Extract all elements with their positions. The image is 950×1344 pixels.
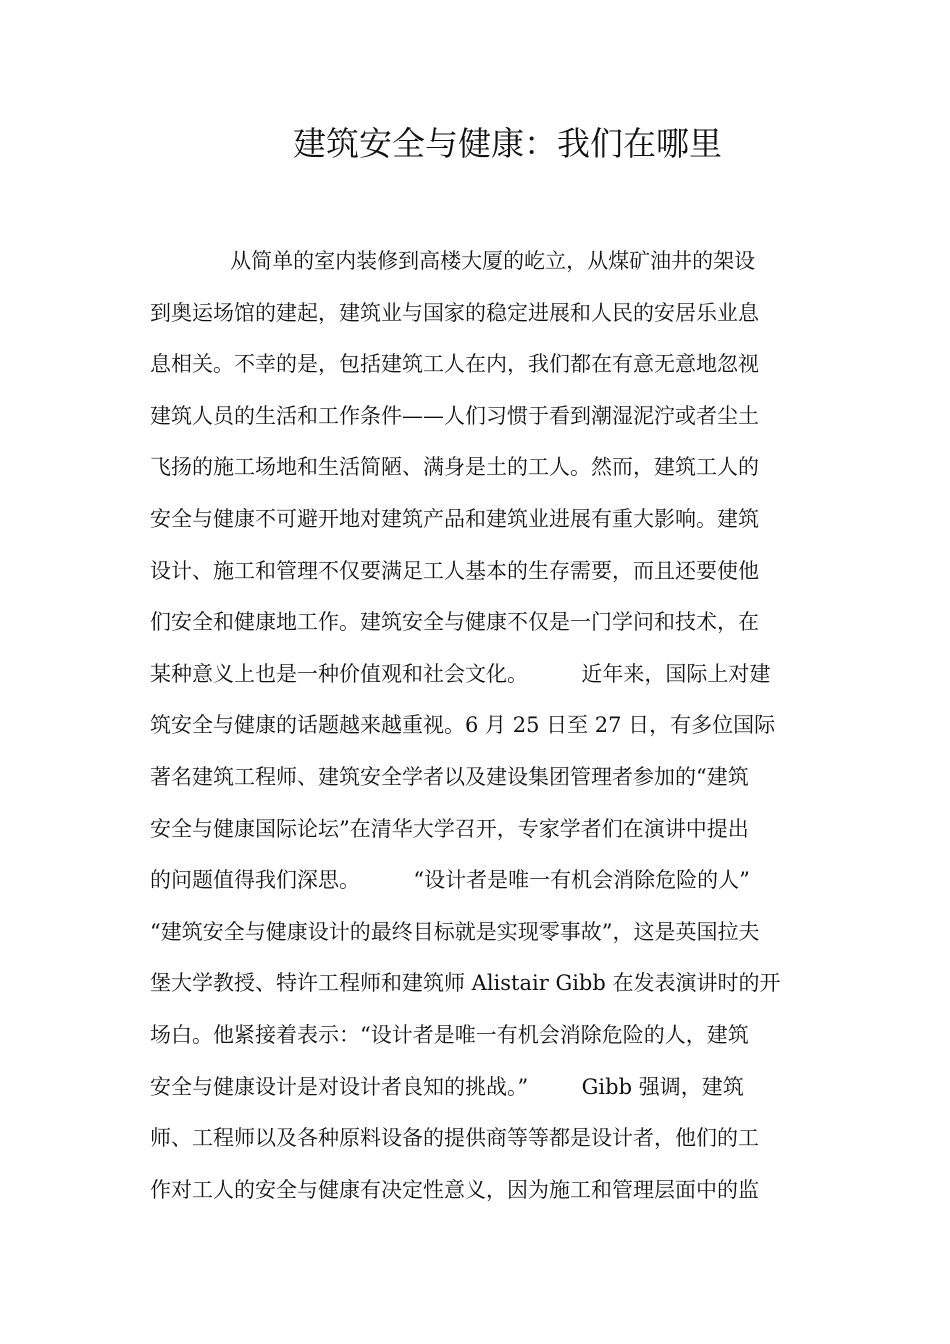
body-line: 著名建筑工程师、建筑安全学者以及建设集团管理者参加的“建筑	[150, 764, 749, 789]
body-line: 飞扬的施工场地和生活简陋、满身是土的工人。然而，建筑工人的	[150, 455, 759, 480]
body-line: 作对工人的安全与健康有决定性意义，因为施工和管理层面中的监	[150, 1177, 759, 1202]
body-line: 们安全和健康地工作。建筑安全与健康不仅是一门学问和技术，在	[150, 610, 759, 635]
body-line: 师、工程师以及各种原料设备的提供商等等都是设计者，他们的工	[150, 1126, 759, 1151]
body-line: 安全与健康不可避开地对建筑产品和建筑业进展有重大影响。建筑	[150, 506, 759, 531]
document-title: 建筑安全与健康：我们在哪里	[293, 124, 722, 163]
body-line: 筑安全与健康的话题越来越重视。6 月 25 日至 27 日，有多位国际	[150, 713, 776, 738]
body-line: 某种意义上也是一种价值观和社会文化。 近年来，国际上对建	[150, 661, 771, 686]
body-line: “建筑安全与健康设计的最终目标就是实现零事故”，这是英国拉夫	[150, 919, 760, 944]
body-line: 堡大学教授、特许工程师和建筑师 Alistair Gibb 在发表演讲时的开	[150, 971, 781, 996]
body-line: 到奥运场馆的建起，建筑业与国家的稳定进展和人民的安居乐业息	[150, 300, 759, 325]
body-line: 安全与健康国际论坛”在清华大学召开，专家学者们在演讲中提出	[150, 816, 749, 841]
body-line: 安全与健康设计是对设计者良知的挑战。” Gibb 强调，建筑	[150, 1074, 744, 1099]
body-line: 设计、施工和管理不仅要满足工人基本的生存需要，而且还要使他	[150, 558, 759, 583]
body-line: 从简单的室内装修到高楼大厦的屹立，从煤矿油井的架设	[150, 249, 756, 273]
body-line: 建筑人员的生活和工作条件——人们习惯于看到潮湿泥泞或者尘土	[150, 403, 759, 428]
body-line: 息相关。不幸的是，包括建筑工人在内，我们都在有意无意地忽视	[150, 352, 759, 377]
body-line: 场白。他紧接着表示：“设计者是唯一有机会消除危险的人，建筑	[150, 1022, 749, 1047]
body-line: 的问题值得我们深思。 “设计者是唯一有机会消除危险的人”	[150, 868, 750, 893]
document-body	[150, 236, 810, 1216]
